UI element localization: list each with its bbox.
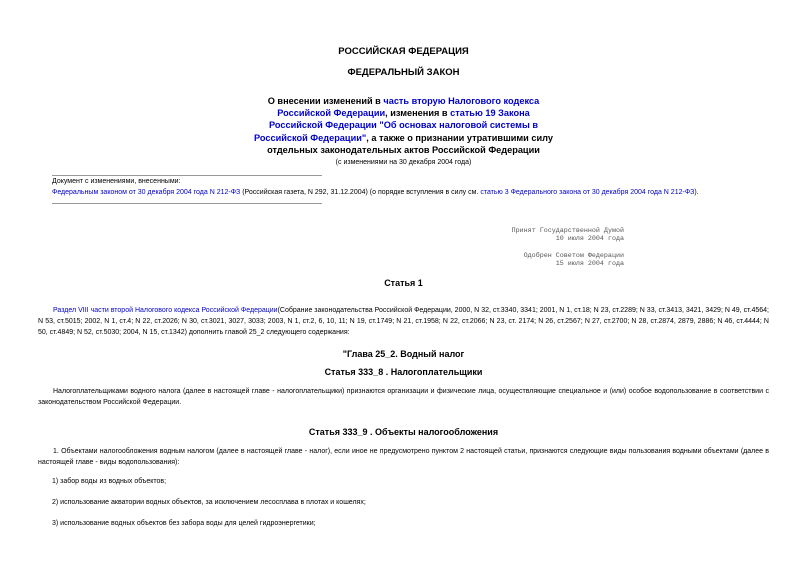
divider-top bbox=[52, 175, 322, 176]
changes-note: (с изменениями на 30 декабря 2004 года) bbox=[335, 159, 472, 166]
doc-changes-link-law[interactable]: Федеральным законом от 30 декабря 2004 года N 212-ФЗ bbox=[52, 189, 241, 196]
title-link-rf[interactable]: Российской Федерации bbox=[277, 108, 386, 119]
title-text-2: , изменения в bbox=[385, 108, 451, 119]
adoption-council-date: 15 июля 2004 года bbox=[555, 260, 624, 268]
header-federation: РОССИЙСКАЯ ФЕДЕРАЦИЯ bbox=[338, 46, 469, 57]
header-federal-law: ФЕДЕРАЛЬНЫЙ ЗАКОН bbox=[347, 67, 460, 78]
adoption-duma-date: 10 июля 2004 года bbox=[555, 235, 624, 243]
doc-changes-text-1: (Российская газета, N 292, 31.12.2004) (о порядке вступления в силу см. bbox=[240, 189, 481, 196]
doc-changes-line bbox=[52, 189, 699, 196]
adoption-council: Одобрен Советом Федерации bbox=[523, 252, 624, 260]
article1-body: (Собрание законодательства Российской Федерации, 2000, N 32, ст.3340, 3341; 2001, N 1, ст.18; N 23, ст.2289; N 33, ст.3413, 3421, 3429; N 49, ст.4564; N 53, ст.5015; 2002, N 1, ст.4; N 22, ст.2026; N 30, ст.3021, 3027, 3033; 2003, N 1, ст.2, 6, 10, 11; N 19, ст.1749; N 21, ст.1958; N 22, ст.2066; N 23, ст. 2174; N 26, ст.2567; N 27, ст.2700; N 28, ст.2874, 2879, 2886; N 46, ст.4444; N 50, ст.4849; N 52, ст.5030; 2004, N 15, ст.1342) дополнить главой 25_2 следующего содержания: bbox=[38, 307, 769, 337]
article1-heading: Статья 1 bbox=[384, 278, 423, 288]
law-title bbox=[0, 95, 807, 156]
article1-text bbox=[38, 305, 769, 339]
title-text-1: О внесении изменений в bbox=[267, 96, 384, 106]
art333-9-heading: Статья 333_9 . Объекты налогообложения bbox=[308, 427, 499, 437]
adoption-block bbox=[512, 227, 624, 268]
title-link-tax-code[interactable]: часть вторую Налогового кодекса bbox=[383, 96, 540, 106]
title-link-article19[interactable]: статью 19 Закона bbox=[450, 108, 530, 119]
adoption-duma: Принят Государственной Думой bbox=[511, 227, 624, 235]
art333-8-text: Налогоплательщиками водного налога (далее в настоящей главе - налогоплательщики) признаются организации и физические лица, осуществляющие специальное и (или) особое водопользование в соответствии с законодательством Российской Федерации. bbox=[38, 388, 769, 407]
doc-changes-label: Документ с изменениями, внесенными: bbox=[52, 178, 181, 185]
art333-9-text: 1. Объектами налогообложения водным налогом (далее в настоящей главе - налог), если иное не предусмотрено пунктом 2 настоящей статьи, признаются следующие виды пользования водными объектами (далее в настоящей главе - виды водопользования): bbox=[38, 448, 769, 467]
title-link-law-basics-2[interactable]: Российской Федерации" bbox=[254, 132, 367, 143]
list-item: 3) использование водных объектов без забора воды для целей гидроэнергетики; bbox=[52, 520, 316, 527]
divider-bottom bbox=[52, 203, 322, 204]
list-item: 2) использование акватории водных объектов, за исключением лесосплава в плотах и кошелях; bbox=[52, 499, 366, 506]
chapter-heading: "Глава 25_2. Водный налог bbox=[342, 349, 465, 359]
article1-link-section8[interactable]: Раздел VIII части второй Налогового кодекса Российской Федерации bbox=[53, 307, 278, 314]
doc-changes-text-2: ). bbox=[694, 189, 699, 196]
title-text-4: отдельных законодательных актов Российской Федерации bbox=[267, 144, 540, 155]
title-link-law-basics[interactable]: Российской Федерации "Об основах налоговой системы в bbox=[268, 120, 539, 131]
title-text-3: , а также о признании утратившими силу bbox=[366, 132, 553, 143]
art333-8-heading: Статья 333_8 . Налогоплательщики bbox=[324, 367, 483, 377]
doc-changes-link-article3[interactable]: статью 3 Федерального закона от 30 декабря 2004 года N 212-ФЗ bbox=[480, 189, 695, 196]
list-item: 1) забор воды из водных объектов; bbox=[52, 478, 167, 485]
